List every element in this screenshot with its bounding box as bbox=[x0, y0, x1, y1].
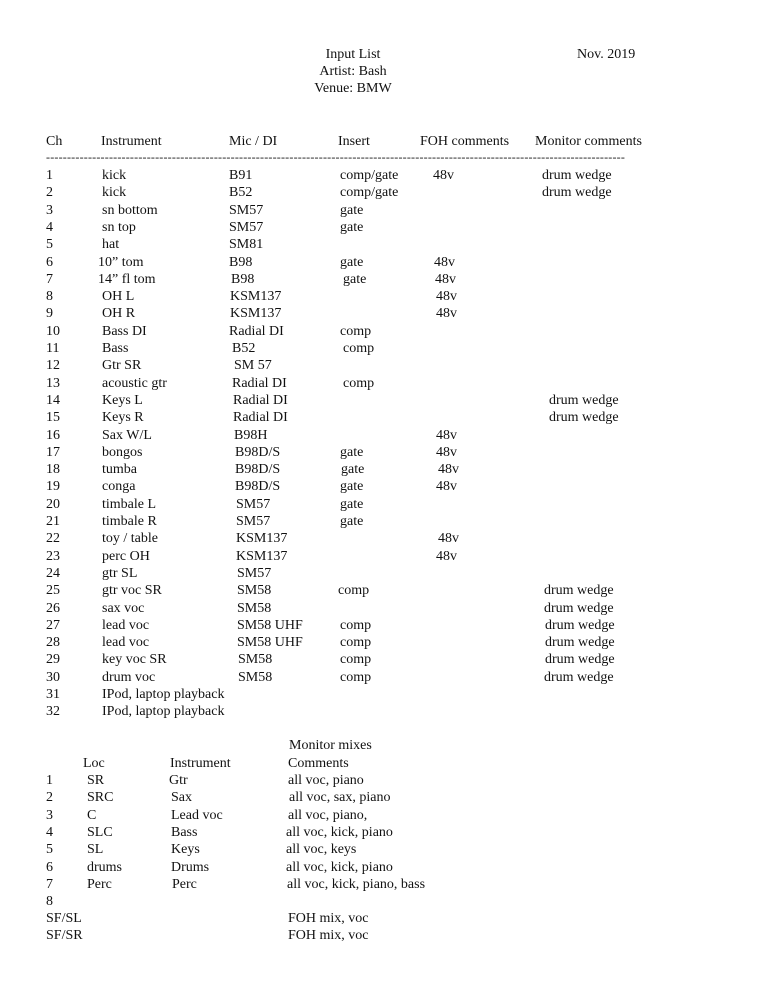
row-ch: 1 bbox=[46, 168, 53, 183]
row-monitor-comment: drum wedge bbox=[549, 410, 619, 426]
row-insert: gate bbox=[340, 444, 364, 460]
col-header-insert: Insert bbox=[338, 134, 370, 149]
row-ch: 28 bbox=[46, 635, 60, 651]
row-ch: 9 bbox=[46, 306, 53, 322]
row-foh-comment: 48v bbox=[436, 444, 457, 460]
row-ch: 10 bbox=[46, 323, 60, 339]
row-mic: Radial DI bbox=[232, 375, 287, 391]
row-ch: 23 bbox=[46, 548, 60, 564]
row-insert: comp/gate bbox=[340, 185, 399, 201]
sidefill-comments: FOH mix, voc bbox=[288, 928, 369, 944]
row-ch: 13 bbox=[46, 375, 60, 391]
row-instrument: conga bbox=[102, 479, 136, 495]
monitor-row-comments: all voc, kick, piano bbox=[286, 859, 393, 875]
row-foh-comment: 48v bbox=[435, 271, 456, 287]
monitor-row-number: 1 bbox=[46, 773, 53, 788]
monitor-mixes-title: Monitor mixes bbox=[289, 738, 372, 753]
row-instrument: hat bbox=[102, 237, 120, 253]
row-instrument: Keys L bbox=[102, 392, 143, 408]
col-header-mic: Mic / DI bbox=[229, 134, 278, 149]
row-ch: 26 bbox=[46, 600, 60, 616]
row-insert: comp bbox=[343, 341, 375, 356]
sidefill-comments: FOH mix, voc bbox=[288, 911, 369, 926]
sidefill-label: SF/SR bbox=[46, 928, 83, 944]
row-instrument: drum voc bbox=[102, 669, 156, 685]
monitor-row-loc: SRC bbox=[87, 790, 114, 806]
monitor-row-loc: drums bbox=[87, 859, 122, 875]
row-foh-comment: 48v bbox=[436, 289, 457, 305]
row-insert: comp bbox=[340, 323, 372, 339]
row-instrument: Bass DI bbox=[102, 323, 147, 339]
row-monitor-comment: drum wedge bbox=[544, 669, 614, 685]
monitor-col-header-comments: Comments bbox=[288, 756, 349, 771]
row-instrument: Sax W/L bbox=[102, 427, 152, 443]
row-ch: 12 bbox=[46, 358, 60, 374]
row-ch: 31 bbox=[46, 687, 60, 702]
row-monitor-comment: drum wedge bbox=[544, 600, 614, 616]
row-mic: KSM137 bbox=[236, 548, 288, 564]
row-mic: KSM137 bbox=[230, 289, 282, 305]
row-mic: Radial DI bbox=[229, 323, 284, 339]
row-mic: B98D/S bbox=[235, 462, 281, 478]
monitor-row-loc: SLC bbox=[87, 824, 113, 840]
row-insert: gate bbox=[340, 219, 364, 235]
row-mic: Radial DI bbox=[233, 410, 288, 426]
monitor-row-instrument: Sax bbox=[171, 790, 192, 806]
row-instrument: key voc SR bbox=[102, 652, 167, 668]
row-insert: gate bbox=[340, 514, 364, 529]
row-monitor-comment: drum wedge bbox=[542, 185, 612, 201]
monitor-row-loc: SR bbox=[87, 773, 105, 788]
monitor-row-instrument: Drums bbox=[171, 859, 210, 875]
row-ch: 5 bbox=[46, 237, 53, 253]
row-foh-comment: 48v bbox=[433, 168, 454, 183]
row-mic: Radial DI bbox=[233, 392, 288, 408]
row-mic: SM57 bbox=[237, 565, 272, 581]
row-ch: 25 bbox=[46, 583, 60, 599]
row-mic: B98D/S bbox=[235, 444, 281, 460]
row-ch: 19 bbox=[46, 479, 60, 495]
document-title: Input List bbox=[325, 47, 381, 62]
col-header-instrument: Instrument bbox=[101, 134, 162, 149]
row-foh-comment: 48v bbox=[436, 306, 457, 322]
row-insert: gate bbox=[340, 202, 364, 218]
row-monitor-comment: drum wedge bbox=[544, 583, 614, 599]
row-insert: comp bbox=[340, 669, 372, 685]
row-instrument: lead voc bbox=[102, 617, 150, 633]
row-instrument: 14” fl tom bbox=[98, 271, 156, 287]
row-monitor-comment: drum wedge bbox=[545, 652, 615, 668]
monitor-row-number: 2 bbox=[46, 790, 53, 806]
row-instrument: sax voc bbox=[102, 600, 145, 616]
row-insert: gate bbox=[341, 462, 365, 478]
monitor-row-comments: all voc, sax, piano bbox=[289, 790, 391, 806]
row-instrument: sn top bbox=[102, 219, 136, 235]
row-instrument: Gtr SR bbox=[102, 358, 142, 374]
row-instrument: 10” tom bbox=[98, 254, 144, 270]
row-mic: SM57 bbox=[229, 219, 264, 235]
row-ch: 14 bbox=[46, 392, 60, 408]
monitor-row-number: 7 bbox=[46, 876, 53, 892]
row-monitor-comment: drum wedge bbox=[545, 635, 615, 651]
row-mic: SM58 bbox=[237, 600, 272, 616]
row-mic: SM57 bbox=[236, 514, 271, 529]
monitor-row-number: 5 bbox=[46, 842, 53, 858]
col-header-ch: Ch bbox=[46, 134, 63, 149]
row-foh-comment: 48v bbox=[438, 462, 459, 478]
row-mic: SM58 bbox=[238, 652, 273, 668]
monitor-row-comments: all voc, piano bbox=[288, 773, 364, 788]
row-mic: B52 bbox=[232, 341, 256, 356]
monitor-row-instrument: Keys bbox=[171, 842, 200, 858]
row-ch: 32 bbox=[46, 704, 60, 720]
row-ch: 20 bbox=[46, 496, 60, 512]
monitor-row-instrument: Bass bbox=[171, 824, 198, 840]
row-mic: KSM137 bbox=[230, 306, 282, 322]
row-ch: 3 bbox=[46, 202, 53, 218]
row-mic: B52 bbox=[229, 185, 253, 201]
row-ch: 15 bbox=[46, 410, 60, 426]
sidefill-label: SF/SL bbox=[46, 911, 82, 926]
row-instrument: sn bottom bbox=[102, 202, 158, 218]
monitor-row-comments: all voc, piano, bbox=[288, 807, 368, 823]
row-ch: 2 bbox=[46, 185, 53, 201]
row-instrument: Keys R bbox=[102, 410, 144, 426]
row-ch: 16 bbox=[46, 427, 60, 443]
row-instrument: gtr SL bbox=[102, 565, 138, 581]
monitor-col-header-loc: Loc bbox=[83, 756, 105, 771]
monitor-row-comments: all voc, kick, piano, bass bbox=[287, 876, 426, 892]
monitor-row-instrument: Gtr bbox=[169, 773, 188, 788]
row-ch: 18 bbox=[46, 462, 60, 478]
row-instrument: kick bbox=[102, 168, 127, 183]
row-mic: SM 57 bbox=[234, 358, 272, 374]
row-instrument: toy / table bbox=[102, 531, 158, 547]
row-mic: B98 bbox=[231, 271, 255, 287]
col-header-monitor: Monitor comments bbox=[535, 134, 642, 149]
row-monitor-comment: drum wedge bbox=[542, 168, 612, 183]
row-insert: comp/gate bbox=[340, 168, 399, 183]
row-ch: 7 bbox=[46, 271, 53, 287]
row-foh-comment: 48v bbox=[436, 479, 457, 495]
col-header-foh: FOH comments bbox=[420, 134, 510, 149]
row-ch: 6 bbox=[46, 254, 53, 270]
monitor-row-number: 8 bbox=[46, 894, 53, 910]
row-insert: comp bbox=[340, 635, 372, 651]
row-ch: 11 bbox=[46, 341, 60, 356]
row-foh-comment: 48v bbox=[436, 427, 457, 443]
row-instrument: gtr voc SR bbox=[102, 583, 162, 599]
monitor-row-number: 4 bbox=[46, 824, 53, 840]
row-monitor-comment: drum wedge bbox=[549, 392, 619, 408]
row-mic: B98D/S bbox=[235, 479, 281, 495]
row-instrument: lead voc bbox=[102, 635, 150, 651]
monitor-row-instrument: Perc bbox=[172, 876, 197, 892]
artist-line: Artist: Bash bbox=[319, 64, 387, 79]
row-insert: gate bbox=[340, 479, 364, 495]
row-ch: 29 bbox=[46, 652, 60, 668]
row-mic: SM57 bbox=[236, 496, 271, 512]
row-instrument: Bass bbox=[102, 341, 129, 356]
row-insert: gate bbox=[343, 271, 367, 287]
row-instrument: OH R bbox=[102, 306, 136, 322]
row-instrument: tumba bbox=[102, 462, 137, 478]
row-ch: 30 bbox=[46, 669, 60, 685]
document-date: Nov. 2019 bbox=[577, 47, 636, 62]
row-mic: SM58 bbox=[238, 669, 273, 685]
monitor-row-comments: all voc, kick, piano bbox=[286, 824, 393, 840]
row-instrument: acoustic gtr bbox=[102, 375, 167, 391]
monitor-row-loc: SL bbox=[87, 842, 104, 858]
row-insert: comp bbox=[343, 375, 375, 391]
row-instrument: timbale R bbox=[102, 514, 157, 529]
row-insert: gate bbox=[340, 496, 364, 512]
row-foh-comment: 48v bbox=[436, 548, 457, 564]
row-foh-comment: 48v bbox=[434, 254, 455, 270]
row-ch: 27 bbox=[46, 617, 60, 633]
monitor-row-number: 6 bbox=[46, 859, 53, 875]
row-insert: comp bbox=[340, 652, 372, 668]
row-instrument: timbale L bbox=[102, 496, 157, 512]
row-mic: SM58 bbox=[237, 583, 272, 599]
monitor-row-loc: C bbox=[87, 807, 97, 823]
row-foh-comment: 48v bbox=[438, 531, 459, 547]
row-mic: SM58 UHF bbox=[237, 617, 303, 633]
monitor-row-comments: all voc, keys bbox=[286, 842, 357, 858]
row-instrument: IPod, laptop playback bbox=[102, 687, 225, 702]
row-mic: KSM137 bbox=[236, 531, 288, 547]
row-ch: 24 bbox=[46, 565, 60, 581]
row-ch: 22 bbox=[46, 531, 60, 547]
row-ch: 4 bbox=[46, 219, 53, 235]
row-insert: comp bbox=[340, 617, 372, 633]
row-mic: SM57 bbox=[229, 202, 264, 218]
header-separator: ------------------------------------------------------------------------------------------------------------------------------------------ bbox=[46, 150, 626, 162]
venue-line: Venue: BMW bbox=[314, 81, 392, 96]
row-mic: SM58 UHF bbox=[237, 635, 303, 651]
row-insert: comp bbox=[338, 583, 370, 599]
monitor-row-instrument: Lead voc bbox=[171, 807, 223, 823]
row-ch: 17 bbox=[46, 444, 60, 460]
row-mic: B91 bbox=[229, 168, 253, 183]
monitor-row-loc: Perc bbox=[87, 876, 112, 892]
row-monitor-comment: drum wedge bbox=[545, 617, 615, 633]
row-ch: 21 bbox=[46, 514, 60, 529]
row-instrument: kick bbox=[102, 185, 127, 201]
monitor-row-number: 3 bbox=[46, 807, 53, 823]
row-instrument: OH L bbox=[102, 289, 135, 305]
row-insert: gate bbox=[340, 254, 364, 270]
row-instrument: bongos bbox=[102, 444, 143, 460]
row-mic: B98H bbox=[234, 427, 268, 443]
row-ch: 8 bbox=[46, 289, 53, 305]
row-mic: SM81 bbox=[229, 237, 264, 253]
row-instrument: IPod, laptop playback bbox=[102, 704, 225, 720]
row-instrument: perc OH bbox=[102, 548, 150, 564]
monitor-col-header-instrument: Instrument bbox=[170, 756, 231, 771]
row-mic: B98 bbox=[229, 254, 253, 270]
